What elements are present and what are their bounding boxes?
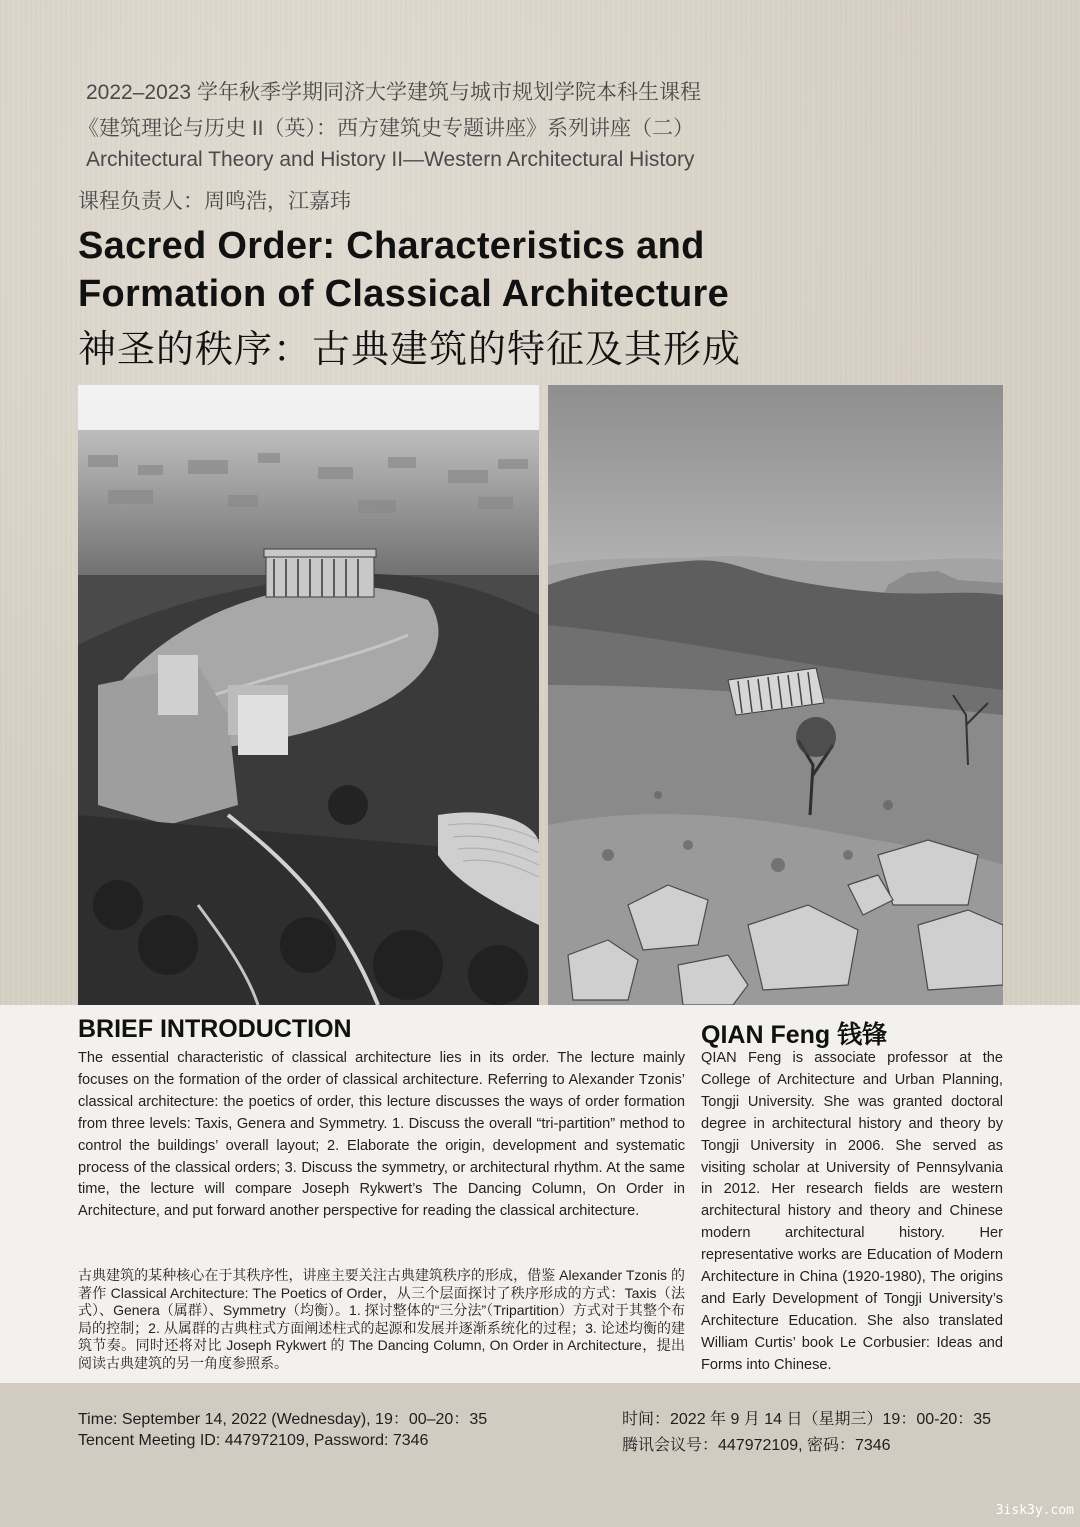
speaker-bio-text: QIAN Feng is associate professor at the College of Architecture and Urban Planning, Tongji University. She was granted doctoral degree in architectural history and theory by Tongji University in 2006. She served as visiting scholar at University of Pennsylvania in 2012. Her research fields are western architectural history and theory and Chinese modern architectural history. Her representative works are Education of Modern Architecture in China (1920-1980), The origins and Early Development of Tongji University’s Architecture Education. She also translated William Curtis’ book Le Corbusier: Ideas and Forms into Chinese. [701, 1050, 1003, 1373]
title-line-2: Formation of Classical Architecture [78, 273, 730, 315]
intro-english-text: The essential characteristic of classical architecture lies in its order. The lecture mainly focuses on the formation of the order of classical architecture. Referring to Alexander Tzonis’ classical architecture: the poetics of order, this lecture discusses the ways of order formation from three levels: Taxis, Genera and Symmetry. 1. Discuss the overall “tri-partition” method to control the buildings’ overall layout; 2. Elaborate the origin, development and systematic process of the classical orders; 3. Discuss the symmetry, or architectural rhythm. At the same time, the lecture will compare Joseph Rykwert’s The Dancing Column, On Order in Architecture, and put forward another perspective for reading the classical architecture. [78, 1050, 685, 1220]
speaker-name-heading: QIAN Feng 钱锋 [701, 1021, 888, 1049]
lecture-title-english [78, 222, 758, 318]
series-title-line: 《建筑理论与历史 II（英）：西方建筑史专题讲座》系列讲座（二） [78, 117, 695, 140]
intro-chinese-text: 古典建筑的某种核心在于其秩序性，讲座主要关注古典建筑秩序的形成，借鉴 Alexander Tzonis 的著作 Classical Architecture: The Poetics of Order，从三个层面探讨了秩序形成的方式：Taxis（法式）、Genera（属群）、Symmetry（均衡）。1. 探讨整体的“三分法”（Tripartition）方式对于其整个布局的控制；2. 从属群的古典柱式方面阐述柱式的起源和发展并逐渐系统化的过程；3. 论述均衡的建筑节奏。同时还将对比 Joseph Rykwert 的 The Dancing Column, On Order in Architecture，提出阅读古典建筑的另一角度参照系。 [78, 1267, 685, 1371]
course-semester-line: 2022–2023 学年秋季学期同济大学建筑与城市规划学院本科生课程 [86, 81, 701, 104]
lecture-title-chinese: 神圣的秩序：古典建筑的特征及其形成 [78, 329, 742, 371]
brief-introduction-heading: BRIEF INTRODUCTION [78, 1015, 352, 1043]
event-time-chinese: 时间：2022 年 9 月 14 日（星期三）19：00-20：35 [622, 1411, 992, 1428]
meeting-id-english: Tencent Meeting ID: 447972109, Password: 7346 [78, 1432, 429, 1449]
site-watermark: 3isk3y.com [995, 1503, 1074, 1518]
mountain-temple-photo [548, 385, 1003, 1005]
meeting-id-chinese: 腾讯会议号：447972109, 密码：7346 [622, 1437, 891, 1454]
event-info-footer [0, 1383, 1080, 1527]
event-time-english: Time: September 14, 2022 (Wednesday), 19：00–20：35 [78, 1411, 488, 1428]
course-english-title: Architectural Theory and History II—Western Architectural History [86, 148, 695, 171]
title-line-1: Sacred Order: Characteristics and [78, 225, 705, 267]
acropolis-photo [78, 385, 539, 1005]
course-instructors: 课程负责人：周鸣浩，江嘉玮 [78, 190, 351, 213]
